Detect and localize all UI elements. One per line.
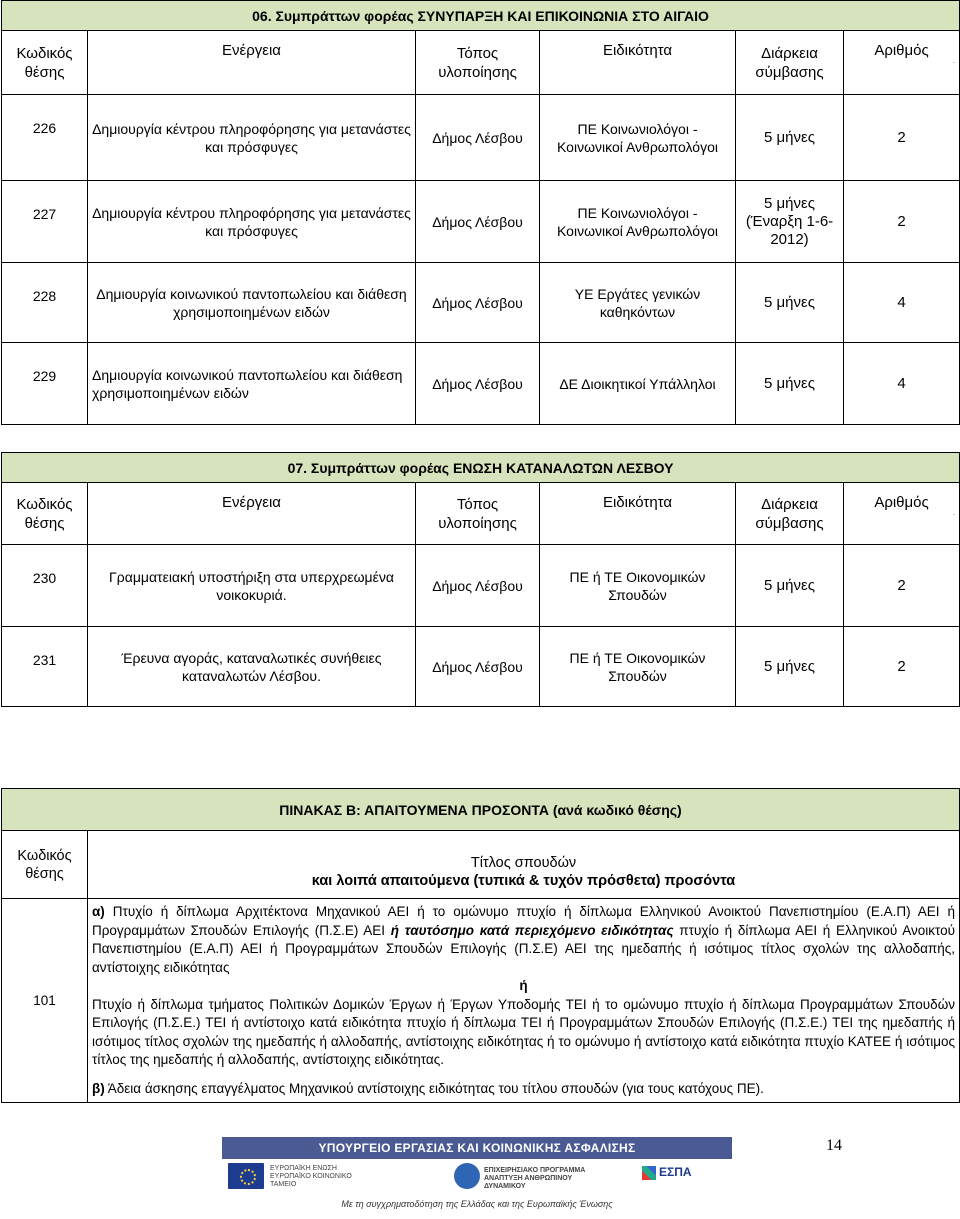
place-cell: Δήμος Λέσβου [416, 263, 540, 343]
funding-banner [222, 1137, 732, 1215]
number-cell: 4 [844, 343, 960, 425]
specialty-cell: ΥΕ Εργάτες γενικών καθηκόντων [540, 263, 736, 343]
position-code: 230 [2, 545, 88, 627]
position-code: 229 [2, 343, 88, 425]
table-row [2, 263, 960, 343]
table-row [2, 545, 960, 627]
place-cell: Δήμος Λέσβου [416, 181, 540, 263]
position-code: 227 [2, 181, 88, 263]
requirement-a-alt: Πτυχίο ή δίπλωμα τμήματος Πολιτικών Δομικών Έργων ή Έργων Υποδομής ΤΕΙ ή το ομώνυμο πτυχίο ή δίπλωμα Προγραμμάτων Σπουδών Επιλογής (Π.Σ.Ε.) ΤΕΙ ή αντίστοιχο κατά ειδικότητα πτυχίο ή δίπλωμα ΤΕΙ ή Προγραμμάτων Σπουδών Επιλογής (Π.Σ.Ε.) ΤΕΙ της ημεδαπής ή ισότιμος τίτλος σχολών της ημεδαπής ή αλλοδαπής, αντίστοιχης ειδικότητας ή το ομώνυμο ή αντίστοιχο κατά ειδικότητα πτυχίο ΚΑΤΕΕ ή ισότιμος τίτλος της ημεδαπής ή αλλοδαπής, αντίστοιχης ειδικότητας. [92, 996, 955, 1067]
duration-cell: 5 μήνες [736, 95, 844, 181]
place-cell: Δήμος Λέσβου [416, 545, 540, 627]
qualifications-cell [88, 899, 960, 1103]
number-cell: 2 [844, 545, 960, 627]
ministry-bar: ΥΠΟΥΡΓΕΙΟ ΕΡΓΑΣΙΑΣ ΚΑΙ ΚΟΙΝΩΝΙΚΗΣ ΑΣΦΑΛΙΣΗΣ [222, 1137, 732, 1159]
header-duration: Διάρκεια σύμβασης [736, 483, 844, 545]
duration-cell: 5 μήνες [736, 545, 844, 627]
position-code: 231 [2, 627, 88, 707]
espa-logo: ΕΣΠΑ [642, 1165, 702, 1187]
action-cell: Δημιουργία κέντρου πληροφόρησης για μετανάστες και πρόσφυγες [88, 181, 416, 263]
header-title-line1: Τίτλος σπουδών [470, 854, 577, 871]
position-code: 226 [2, 95, 88, 181]
number-cell: 4 [844, 263, 960, 343]
table-row [2, 899, 960, 1103]
header-code: Κωδικός θέσης [2, 483, 88, 545]
espa-icon [642, 1166, 656, 1180]
cofunding-caption: Με τη συγχρηματοδότηση της Ελλάδας και της Ευρωπαϊκής Ένωσης [341, 1199, 613, 1209]
program-logo-icon [454, 1163, 480, 1189]
action-cell: Δημιουργία κέντρου πληροφόρησης για μετανάστες και πρόσφυγες [88, 95, 416, 181]
header-code: Κωδικός θέσης [2, 31, 88, 95]
specialty-cell: ΠΕ Κοινωνιολόγοι - Κοινωνικοί Ανθρωπολόγοι [540, 95, 736, 181]
specialty-cell: ΠΕ ή ΤΕ Οικονομικών Σπουδών [540, 627, 736, 707]
header-number: Αριθμός - [844, 31, 960, 95]
duration-cell: 5 μήνες [736, 627, 844, 707]
place-cell: Δήμος Λέσβου [416, 95, 540, 181]
page-number: 14 [826, 1137, 842, 1154]
number-cell: 2 [844, 627, 960, 707]
table-06-title: 06. Συμπράττων φορέας ΣΥΝΥΠΑΡΞΗ ΚΑΙ ΕΠΙΚΟΙΝΩΝΙΑ ΣΤΟ ΑΙΓΑΙΟ [2, 1, 960, 31]
header-number-mark: - [953, 60, 956, 66]
header-place: Τόπος υλοποίησης [416, 483, 540, 545]
header-number: Αριθμός - [844, 483, 960, 545]
place-cell: Δήμος Λέσβου [416, 627, 540, 707]
eu-text: ΕΥΡΩΠΑΪΚΗ ΕΝΩΣΗ ΕΥΡΩΠΑΪΚΟ ΚΟΙΝΩΝΙΚΟ ΤΑΜΕΙΟ [270, 1165, 352, 1188]
requirement-a: α) Πτυχίο ή δίπλωμα Αρχιτέκτονα Μηχανικού ΑΕΙ ή το ομώνυμο πτυχίο ή δίπλωμα Ελληνικού Ανοικτού Πανεπιστημίου (Ε.Α.Π) ΑΕΙ ή Προγραμμάτων Σπουδών Επιλογής (Π.Σ.Ε) ΑΕΙ ή ταυτόσημο κατά περιεχόμενο ειδικότητας πτυχίο ή δίπλωμα ΑΕΙ ή Ελληνικού Ανοικτού Πανεπιστημίου (Ε.Α.Π) ΑΕΙ ή Προγραμμάτων Σπουδών Επιλογής (Π.Σ.Ε) ΑΕΙ της ημεδαπής ή ισότιμος τίτλος σχολών της αλλοδαπής, αντίστοιχης ειδικότητας [92, 904, 955, 975]
header-place: Τόπος υλοποίησης [416, 31, 540, 95]
header-specialty: Ειδικότητα [540, 483, 736, 545]
table-row [2, 343, 960, 425]
table-row [2, 627, 960, 707]
action-cell: Δημιουργία κοινωνικού παντοπωλείου και διάθεση χρησιμοποιημένων ειδών [88, 263, 416, 343]
table-07 [1, 452, 960, 707]
action-cell: Έρευνα αγοράς, καταναλωτικές συνήθειες καταναλωτών Λέσβου. [88, 627, 416, 707]
header-qualifications [88, 831, 960, 899]
header-number-mark: - [953, 512, 956, 518]
logos-row [222, 1159, 732, 1195]
header-code: Κωδικός θέσης [2, 831, 88, 899]
eu-flag-icon [228, 1163, 264, 1189]
header-title-line2: και λοιπά απαιτούμενα (τυπικά & τυχόν πρόσθετα) προσόντα [311, 872, 736, 889]
action-cell: Δημιουργία κοινωνικού παντοπωλείου και διάθεση χρησιμοποιημένων ειδών [88, 343, 416, 425]
specialty-cell: ΠΕ Κοινωνιολόγοι - Κοινωνικοί Ανθρωπολόγοι [540, 181, 736, 263]
header-action: Ενέργεια [88, 483, 416, 545]
position-code: 101 [2, 899, 88, 1103]
header-duration: Διάρκεια σύμβασης [736, 31, 844, 95]
number-cell: 2 [844, 181, 960, 263]
program-text: ΕΠΙΧΕΙΡΗΣΙΑΚΟ ΠΡΟΓΡΑΜΜΑ ΑΝΑΠΤΥΞΗ ΑΝΘΡΩΠΙΝΟΥ ΔΥΝΑΜΙΚΟΥ [484, 1167, 586, 1190]
duration-cell: 5 μήνες (Έναρξη 1-6-2012) [736, 181, 844, 263]
duration-cell: 5 μήνες [736, 343, 844, 425]
requirement-b: β) Άδεια άσκησης επαγγέλματος Μηχανικού αντίστοιχης ειδικότητας του τίτλου σπουδών (για τους κατόχους ΠΕ). [92, 1080, 764, 1096]
table-b-title: ΠΙΝΑΚΑΣ Β: ΑΠΑΙΤΟΥΜΕΝΑ ΠΡΟΣΟΝΤΑ (ανά κωδικό θέσης) [2, 789, 960, 831]
table-row [2, 181, 960, 263]
duration-cell: 5 μήνες [736, 263, 844, 343]
position-code: 228 [2, 263, 88, 343]
table-b-requirements [1, 788, 960, 1103]
place-cell: Δήμος Λέσβου [416, 343, 540, 425]
header-action: Ενέργεια [88, 31, 416, 95]
table-row [2, 95, 960, 181]
specialty-cell: ΠΕ ή ΤΕ Οικονομικών Σπουδών [540, 545, 736, 627]
header-specialty: Ειδικότητα [540, 31, 736, 95]
number-cell: 2 [844, 95, 960, 181]
table-06 [1, 0, 960, 425]
action-cell: Γραμματειακή υποστήριξη στα υπερχρεωμένα νοικοκυριά. [88, 545, 416, 627]
table-07-title: 07. Συμπράττων φορέας ΕΝΩΣΗ ΚΑΤΑΝΑΛΩΤΩΝ ΛΕΣΒΟΥ [2, 453, 960, 483]
requirement-or: ή [519, 978, 528, 993]
specialty-cell: ΔΕ Διοικητικοί Υπάλληλοι [540, 343, 736, 425]
